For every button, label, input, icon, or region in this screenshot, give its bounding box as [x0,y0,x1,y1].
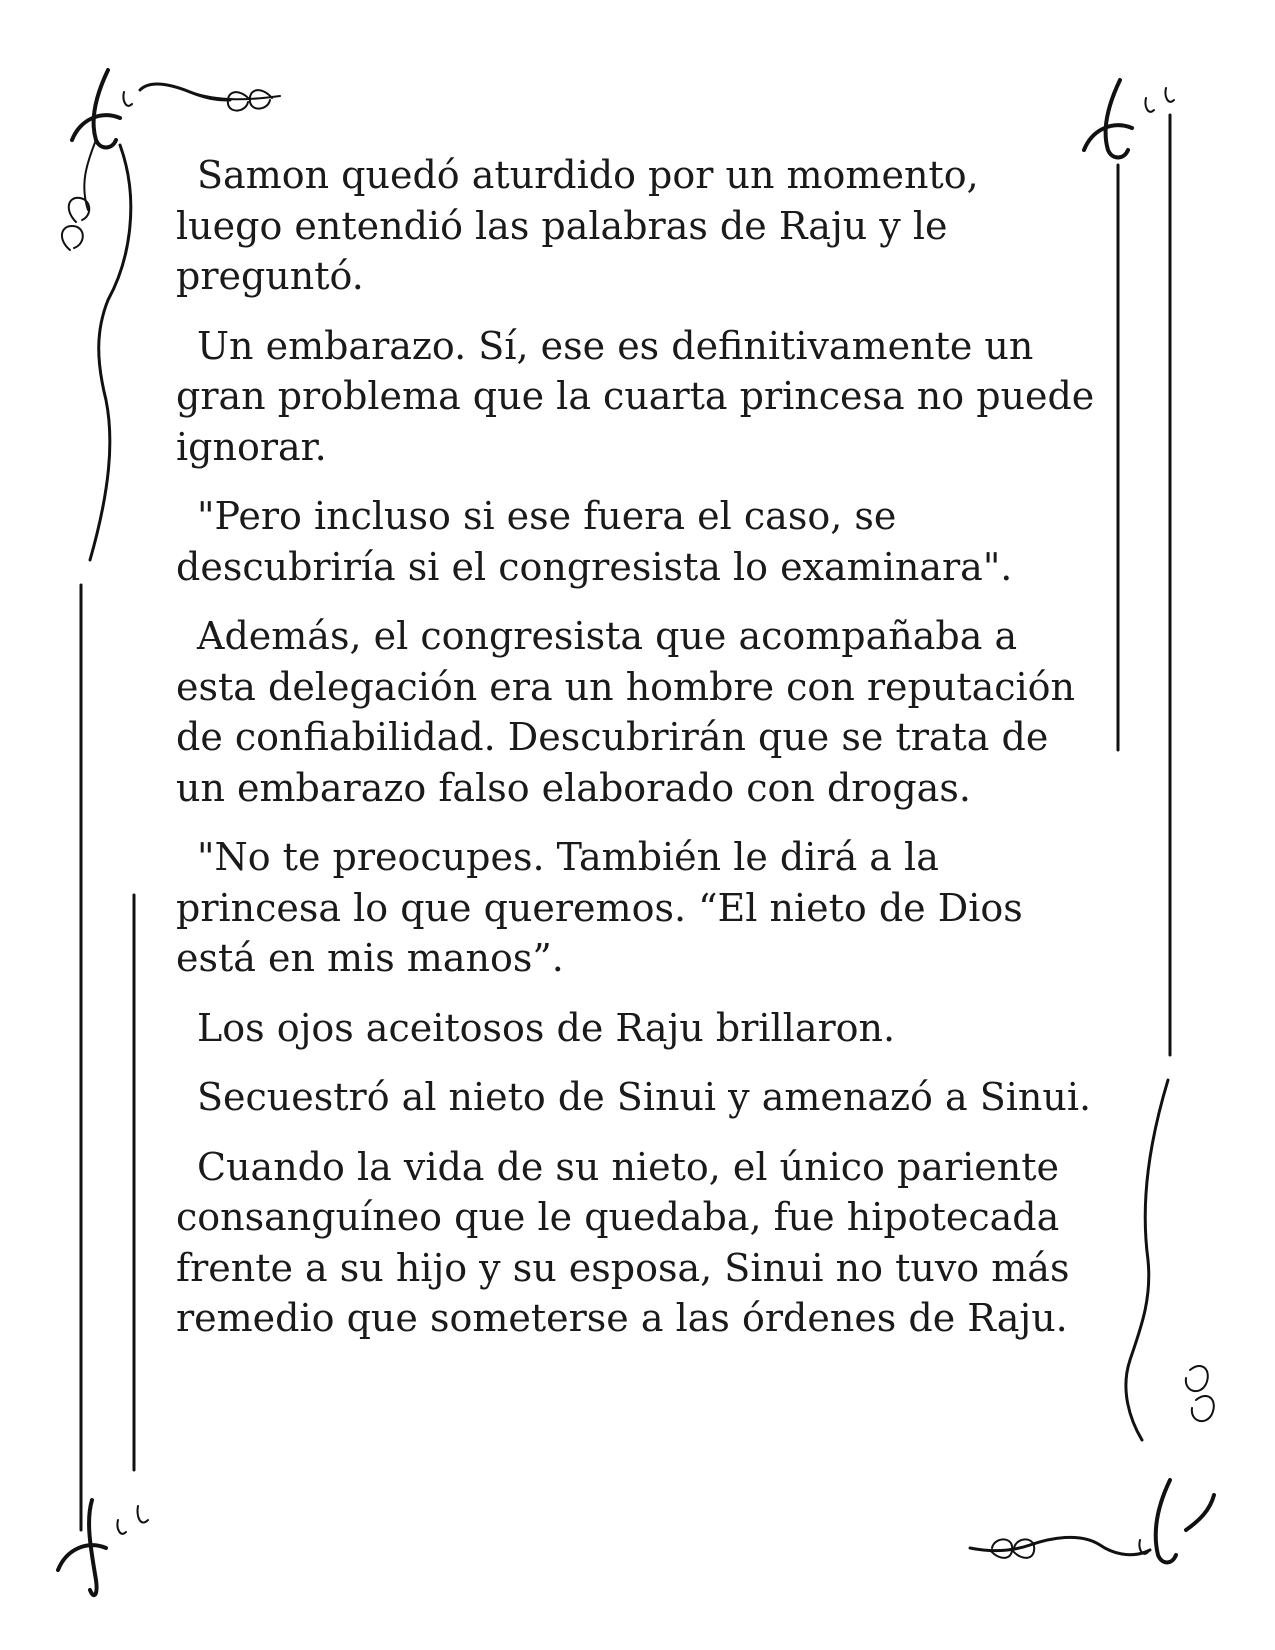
paragraph-5: "No te preocupes. También le dirá a la princesa lo que queremos. “El nieto de Dios está en mis manos”. [176,835,1023,980]
paragraph-1: Samon quedó aturdido por un momento, luego entendió las palabras de Raju y le preguntó. [176,153,979,298]
flourish-top-right [1084,80,1174,158]
paragraph-7: Secuestró al nieto de Sinui y amenazó a Sinui. [197,1075,1092,1119]
paragraph-2: Un embarazo. Sí, ese es definitivamente un gran problema que la cuarta princesa no puede ignorar. [176,323,1095,469]
paragraph-3: "Pero incluso si ese fuera el caso, se descubriría si el congresista lo examinara". [176,494,1013,589]
flourish-bottom-left [58,1500,148,1595]
paragraph-6: Los ojos aceitosos de Raju brillaron. [197,1005,896,1050]
paragraph-8: Cuando la vida de su nieto, el único pariente consanguíneo que le quedaba, fue hipotecada frente a su hijo y su esposa, Sinui no tuvo más remedio que someterse a las órdenes de Raju. [176,1144,1070,1340]
paragraph-4: Además, el congresista que acompañaba a esta delegación era un hombre con reputación de confiabilidad. Descubrirán que se trata de un embarazo falso elaborado con drogas. [176,614,1076,810]
page-body [176,150,1096,1363]
